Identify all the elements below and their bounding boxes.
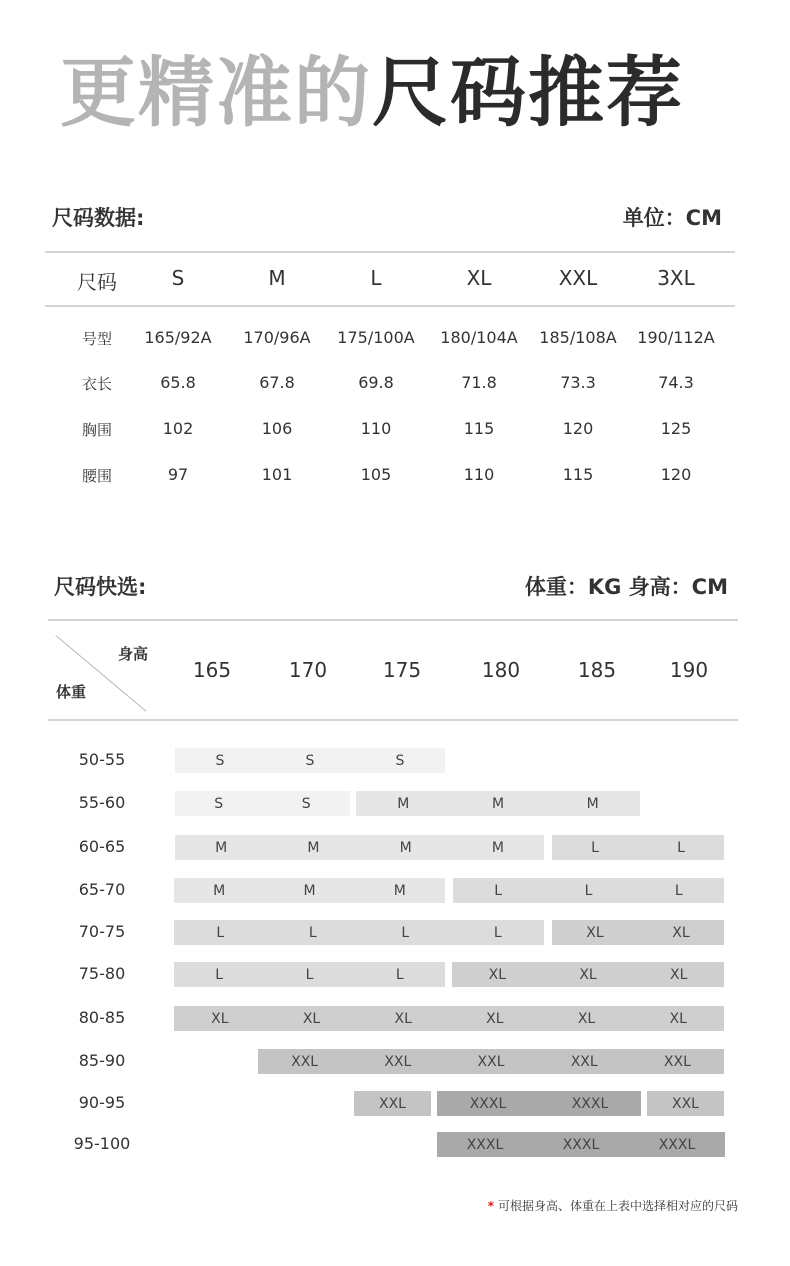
- headline-part-1: 更精准的: [60, 48, 372, 137]
- size-row-label: 胸围: [81, 421, 112, 439]
- height-header-4: 185: [577, 658, 617, 682]
- height-header-1: 170: [288, 658, 328, 682]
- size-bar-label: XL: [394, 1010, 412, 1027]
- size-row-label: 衣长: [81, 375, 112, 393]
- size-cell: 110: [360, 419, 392, 438]
- height-header-3: 180: [481, 658, 521, 682]
- size-bar-label: L: [591, 839, 599, 856]
- size-bar: [552, 835, 724, 860]
- size-bar-label: XL: [486, 1010, 504, 1027]
- size-cell: 115: [562, 465, 594, 484]
- size-bar: [174, 1006, 724, 1031]
- size-cell: 125: [660, 419, 692, 438]
- size-bar-label: XL: [579, 966, 597, 983]
- size-bar-label: XXL: [477, 1053, 505, 1070]
- size-cell: 102: [162, 419, 194, 438]
- height-header-0: 165: [192, 658, 232, 682]
- size-bar-label: XXXL: [571, 1095, 609, 1112]
- size-bar-label: XL: [302, 1010, 321, 1027]
- size-bar: [453, 878, 724, 903]
- weight-range-label: 60-65: [78, 837, 126, 856]
- size-cell: 190/112A: [637, 328, 715, 347]
- size-bar: [175, 791, 350, 816]
- size-cell: 74.3: [658, 373, 694, 392]
- size-bar-label: M: [397, 795, 410, 812]
- size-bar: [174, 878, 445, 903]
- size-cell: 185/108A: [539, 328, 617, 347]
- size-bar: [174, 920, 544, 945]
- quick-select-title: 尺码快选:: [54, 575, 147, 599]
- size-cell: 120: [660, 465, 692, 484]
- size-bar-label: L: [395, 966, 404, 983]
- size-bar-label: XXL: [384, 1053, 412, 1070]
- size-cell: 71.8: [461, 373, 497, 392]
- size-bar-label: S: [301, 795, 311, 812]
- size-bar-label: L: [677, 839, 685, 856]
- size-bar-label: L: [494, 882, 503, 899]
- size-bar: [437, 1132, 725, 1157]
- weight-range-label: 70-75: [78, 922, 126, 941]
- size-bar-label: XL: [577, 1010, 596, 1027]
- size-bar-label: XXXL: [562, 1136, 600, 1153]
- quick-table-top-rule: [48, 619, 738, 621]
- corner-weight-label: 体重: [56, 683, 87, 701]
- size-bar-label: S: [395, 752, 405, 769]
- size-bar-label: S: [215, 752, 225, 769]
- weight-range-label: 90-95: [78, 1093, 126, 1112]
- size-row-label: 号型: [81, 330, 112, 348]
- size-cell: 165/92A: [144, 328, 212, 347]
- size-header-1: M: [268, 266, 286, 290]
- size-bar-label: L: [305, 966, 314, 983]
- weight-range-label: 95-100: [73, 1134, 131, 1153]
- size-bar-label: L: [401, 924, 410, 941]
- size-cell: 175/100A: [337, 328, 415, 347]
- weight-range-label: 85-90: [78, 1051, 126, 1070]
- size-cell: 115: [463, 419, 495, 438]
- size-bar-label: L: [308, 924, 317, 941]
- size-bar-label: L: [674, 882, 683, 899]
- size-header-3: XL: [466, 266, 492, 290]
- size-cell: 101: [261, 465, 293, 484]
- size-bar-label: XXL: [291, 1053, 319, 1070]
- quick-table-header-rule: [48, 719, 738, 721]
- size-bar: [552, 920, 724, 945]
- size-row-label: 腰围: [81, 467, 112, 485]
- size-data-title: 尺码数据:: [52, 206, 145, 230]
- size-bar: [356, 791, 640, 816]
- weight-range-label: 50-55: [78, 750, 126, 769]
- size-bar-label: XL: [586, 924, 604, 941]
- size-bar-label: M: [491, 839, 504, 856]
- size-bar-label: S: [305, 752, 315, 769]
- size-bar-label: L: [216, 924, 225, 941]
- size-cell: 69.8: [358, 373, 394, 392]
- size-cell: 120: [562, 419, 594, 438]
- size-bar-label: M: [399, 839, 412, 856]
- size-cell: 97: [167, 465, 189, 484]
- size-bar: [174, 962, 445, 987]
- size-bar-label: M: [303, 882, 316, 899]
- size-header-label: 尺码: [77, 270, 117, 294]
- size-bar-label: L: [493, 924, 502, 941]
- page-headline: [60, 48, 684, 138]
- size-bar: [437, 1091, 641, 1116]
- size-bar-label: XXL: [672, 1095, 699, 1112]
- size-header-0: S: [171, 266, 185, 290]
- size-cell: 73.3: [560, 373, 596, 392]
- size-bar-label: L: [584, 882, 593, 899]
- size-data-unit: 单位：CM: [622, 206, 722, 230]
- size-bar-label: XXL: [570, 1053, 598, 1070]
- headline-part-2: 尺码推荐: [372, 48, 684, 137]
- size-header-5: 3XL: [657, 266, 695, 290]
- footnote-text: 可根据身高、体重在上表中选择相对应的尺码: [497, 1199, 738, 1213]
- size-bar: [647, 1091, 724, 1116]
- footnote: [488, 1197, 738, 1214]
- size-bar-label: XL: [211, 1010, 229, 1027]
- corner-height-label: 身高: [118, 645, 149, 663]
- size-cell: 180/104A: [440, 328, 518, 347]
- size-cell: 105: [360, 465, 392, 484]
- footnote-star: *: [487, 1199, 494, 1213]
- weight-range-label: 65-70: [78, 880, 126, 899]
- size-cell: 65.8: [160, 373, 196, 392]
- quick-select-unit: 体重：KG 身高：CM: [524, 575, 728, 599]
- size-bar-label: XXXL: [658, 1136, 696, 1153]
- size-bar-label: XL: [672, 924, 690, 941]
- size-bar-label: XXXL: [466, 1136, 504, 1153]
- size-bar-label: M: [586, 795, 599, 812]
- weight-range-label: 55-60: [78, 793, 126, 812]
- size-table-top-rule: [45, 251, 735, 253]
- size-cell: 110: [463, 465, 495, 484]
- size-bar-label: M: [213, 882, 226, 899]
- size-bar: [175, 835, 544, 860]
- size-bar: [175, 748, 445, 773]
- size-cell: 67.8: [259, 373, 295, 392]
- size-bar-label: M: [491, 795, 505, 812]
- size-cell: 106: [261, 419, 293, 438]
- size-bar-label: M: [307, 839, 320, 856]
- size-bar: [452, 962, 724, 987]
- size-bar-label: XL: [669, 966, 688, 983]
- size-bar: [258, 1049, 724, 1074]
- size-header-2: L: [370, 266, 382, 290]
- size-bar-label: L: [215, 966, 224, 983]
- size-bar: [354, 1091, 431, 1116]
- size-table-header-rule: [45, 305, 735, 307]
- size-bar-label: XXXL: [469, 1095, 507, 1112]
- size-bar-label: XXL: [379, 1095, 406, 1112]
- size-header-4: XXL: [558, 266, 598, 290]
- size-bar-label: M: [215, 839, 228, 856]
- size-bar-label: M: [393, 882, 406, 899]
- weight-range-label: 75-80: [78, 964, 126, 983]
- size-bar-label: XL: [669, 1010, 687, 1027]
- size-cell: 170/96A: [243, 328, 311, 347]
- size-bar-label: XXL: [663, 1053, 691, 1070]
- height-header-5: 190: [669, 658, 709, 682]
- height-header-2: 175: [382, 658, 422, 682]
- size-bar-label: XL: [488, 966, 507, 983]
- weight-range-label: 80-85: [78, 1008, 126, 1027]
- size-bar-label: S: [214, 795, 224, 812]
